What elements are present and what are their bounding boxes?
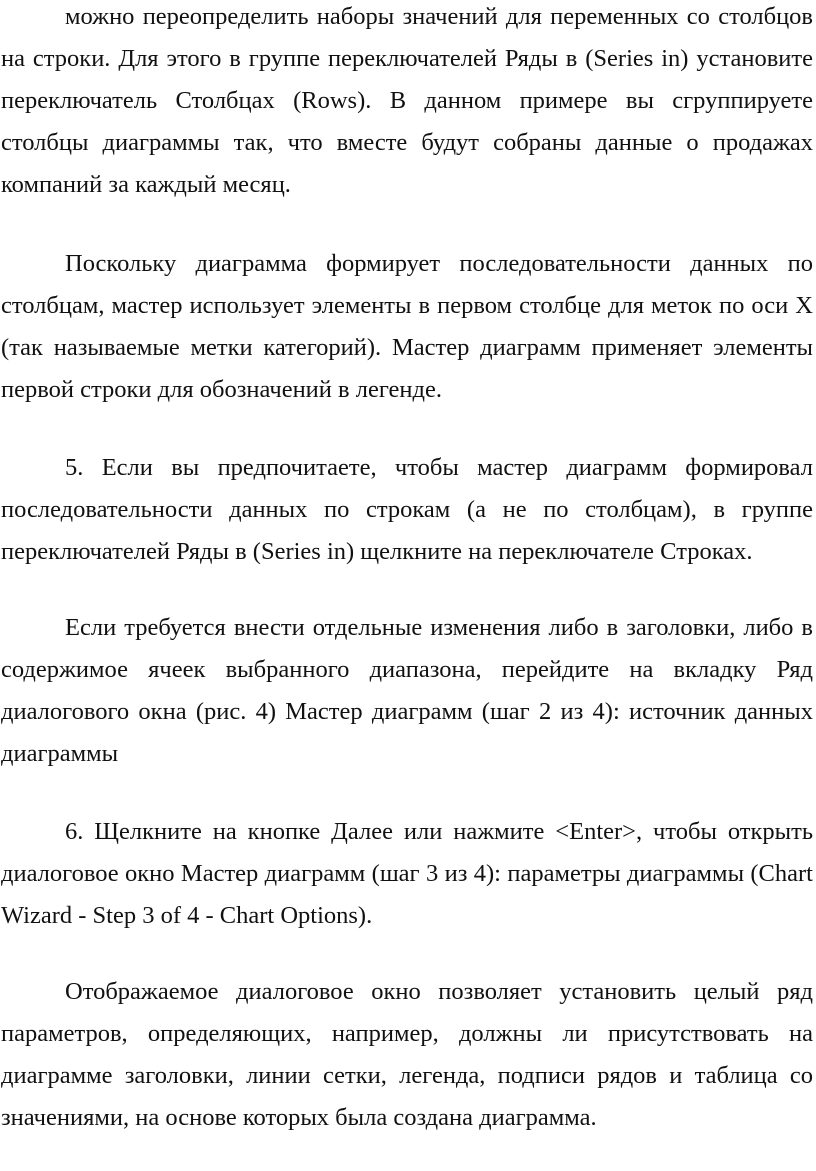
paragraph-step-5: 5. Если вы предпочитаете, чтобы мастер диаграмм формировал последовательности данных по строкам (а не по столбцам), в группе переключателей Ряды в (Series in) щелкните на переключателе Строках. (1, 454, 813, 565)
paragraph-series-tab: Если требуется внести отдельные изменения либо в заголовки, либо в содержимое ячеек выбранного диапазона, перейдите на вкладку Ряд диалогового окна (рис. 4) Мастер диаграмм (шаг 2 из 4): источник данных диаграммы (1, 614, 813, 767)
paragraph-chart-options: Отображаемое диалоговое окно позволяет установить целый ряд параметров, определяющих, например, должны ли присутствовать на диаграмме заголовки, линии сетки, легенда, подписи рядов и таблица со значениями, на основе которых была создана диаграмма. (1, 978, 813, 1131)
paragraph-series-rows: можно переопределить наборы значений для переменных со столбцов на строки. Для этого в группе переключателей Ряды в (Series in) установите переключатель Столбцах (Rows). В данном примере вы сгруппируете столбцы диаграммы так, что вместе будут собраны данные о продажах компаний за каждый месяц. (1, 3, 813, 198)
paragraph-step-6: 6. Щелкните на кнопке Далее или нажмите <Enter>, чтобы открыть диалоговое окно Мастер диаграмм (шаг 3 из 4): параметры диаграммы (Chart Wizard - Step 3 of 4 - Chart Options). (1, 818, 813, 929)
paragraph-category-labels: Поскольку диаграмма формирует последовательности данных по столбцам, мастер использует элементы в первом столбце для меток по оси X (так называемые метки категорий). Мастер диаграмм применяет элементы первой строки для обозначений в легенде. (1, 250, 813, 403)
